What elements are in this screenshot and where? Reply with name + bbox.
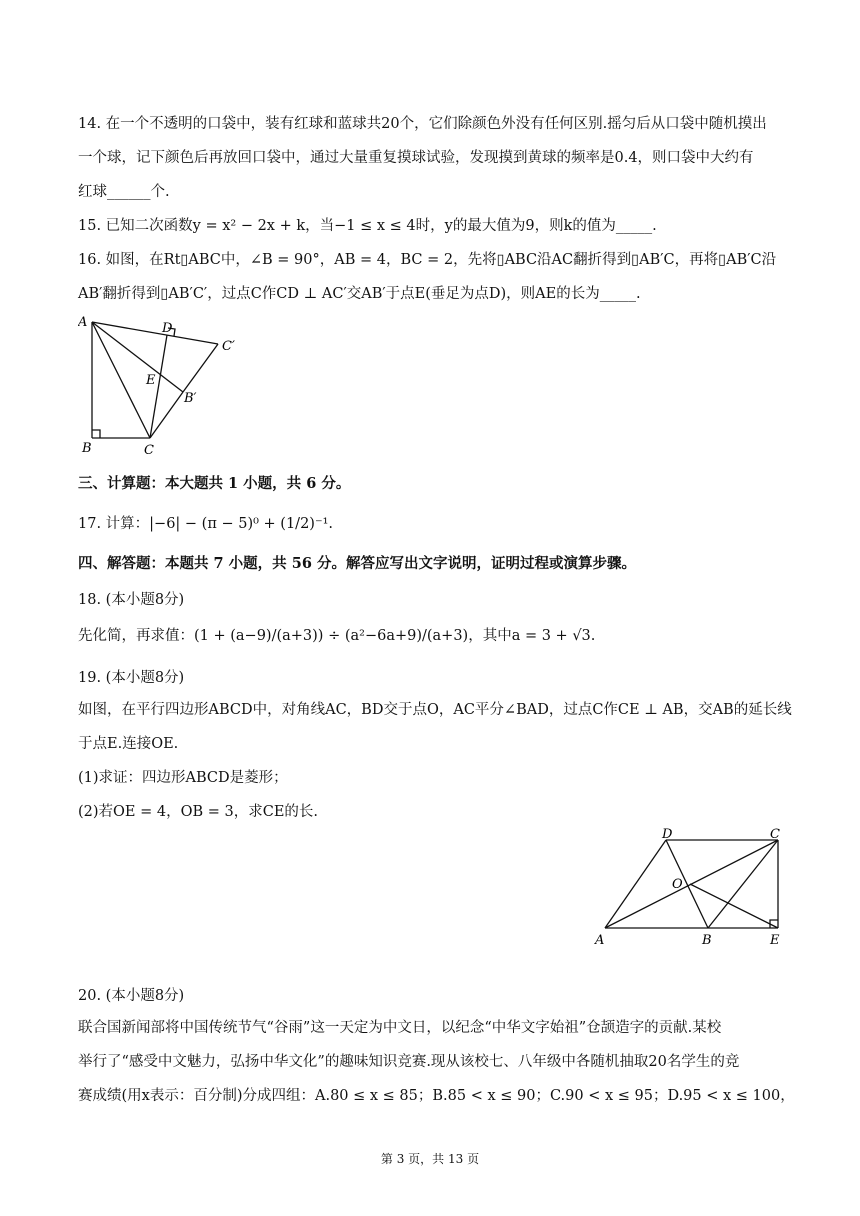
- q19-part-2: (2)若OE = 4，OB = 3，求CE的长.: [78, 804, 319, 820]
- q19-label-e: E: [770, 933, 780, 948]
- q16-label-d: D: [162, 321, 173, 336]
- q19-label-a: A: [595, 933, 605, 948]
- q14-line-2: 一个球，记下颜色后再放回口袋中，通过大量重复摸球试验，发现摸到黄球的频率是0.4，则口袋中大约有: [78, 150, 754, 166]
- q19-figure: [590, 822, 790, 952]
- q16-figure: [78, 312, 258, 460]
- q20-heading: 20. (本小题8分): [78, 988, 185, 1004]
- q16-label-b-prime: B′: [184, 391, 197, 406]
- q18-heading: 18. (本小题8分): [78, 592, 185, 608]
- q16-line-2: AB′翻折得到▯AB′C′，过点C作CD ⊥ AC′交AB′于点E(垂足为点D)，则AE的长为_____.: [78, 286, 641, 302]
- q14-line-1: 14. 在一个不透明的口袋中，装有红球和蓝球共20个，它们除颜色外没有任何区别.摇匀后从口袋中随机摸出: [78, 116, 767, 132]
- q16-label-e: E: [146, 373, 156, 388]
- page-footer: 第 3 页，共 13 页: [380, 1152, 480, 1166]
- q19-line-2: 于点E.连接OE.: [78, 736, 179, 752]
- section-3-heading: 三、计算题：本大题共 1 小题，共 6 分。: [78, 475, 351, 492]
- q19-label-d: D: [662, 827, 673, 842]
- q19-label-b: B: [702, 933, 712, 948]
- q20-line-3: 赛成绩(用x表示：百分制)分成四组：A.80 ≤ x ≤ 85；B.85 < x ≤ 90；C.90 < x ≤ 95；D.95 < x ≤ 100，: [78, 1088, 795, 1104]
- q18-body: 先化简，再求值：(1 + (a−9)/(a+3)) ÷ (a²−6a+9)/(a+3)，其中a = 3 + √3.: [78, 628, 596, 644]
- q16-label-b: B: [82, 441, 92, 456]
- q14-line-3: 红球______个.: [78, 184, 170, 200]
- q16-label-c-prime: C′: [222, 339, 235, 354]
- q19-label-c: C: [770, 827, 780, 842]
- q19-part-1: (1)求证：四边形ABCD是菱形；: [78, 770, 288, 786]
- q16-line-1: 16. 如图，在Rt▯ABC中，∠B = 90°，AB = 4，BC = 2，先将▯ABC沿AC翻折得到▯AB′C，再将▯AB′C沿: [78, 252, 777, 268]
- q19-heading: 19. (本小题8分): [78, 670, 185, 686]
- q19-line-1: 如图，在平行四边形ABCD中，对角线AC，BD交于点O，AC平分∠BAD，过点C作CE ⊥ AB，交AB的延长线: [78, 702, 792, 718]
- section-4-heading: 四、解答题：本题共 7 小题，共 56 分。解答应写出文字说明，证明过程或演算步骤。: [78, 555, 636, 572]
- q16-label-c: C: [144, 443, 154, 458]
- q17-text: 17. 计算：|−6| − (π − 5)⁰ + (1/2)⁻¹.: [78, 516, 334, 532]
- q16-label-a: A: [78, 315, 88, 330]
- q20-line-1: 联合国新闻部将中国传统节气“谷雨”这一天定为中文日，以纪念“中华文字始祖”仓颉造字的贡献.某校: [78, 1020, 722, 1036]
- q15-line-1: 15. 已知二次函数y = x² − 2x + k，当−1 ≤ x ≤ 4时，y的最大值为9，则k的值为_____.: [78, 218, 657, 234]
- q19-label-o: O: [672, 877, 683, 892]
- q20-line-2: 举行了“感受中文魅力，弘扬中华文化”的趣味知识竞赛.现从该校七、八年级中各随机抽取20名学生的竞: [78, 1054, 740, 1070]
